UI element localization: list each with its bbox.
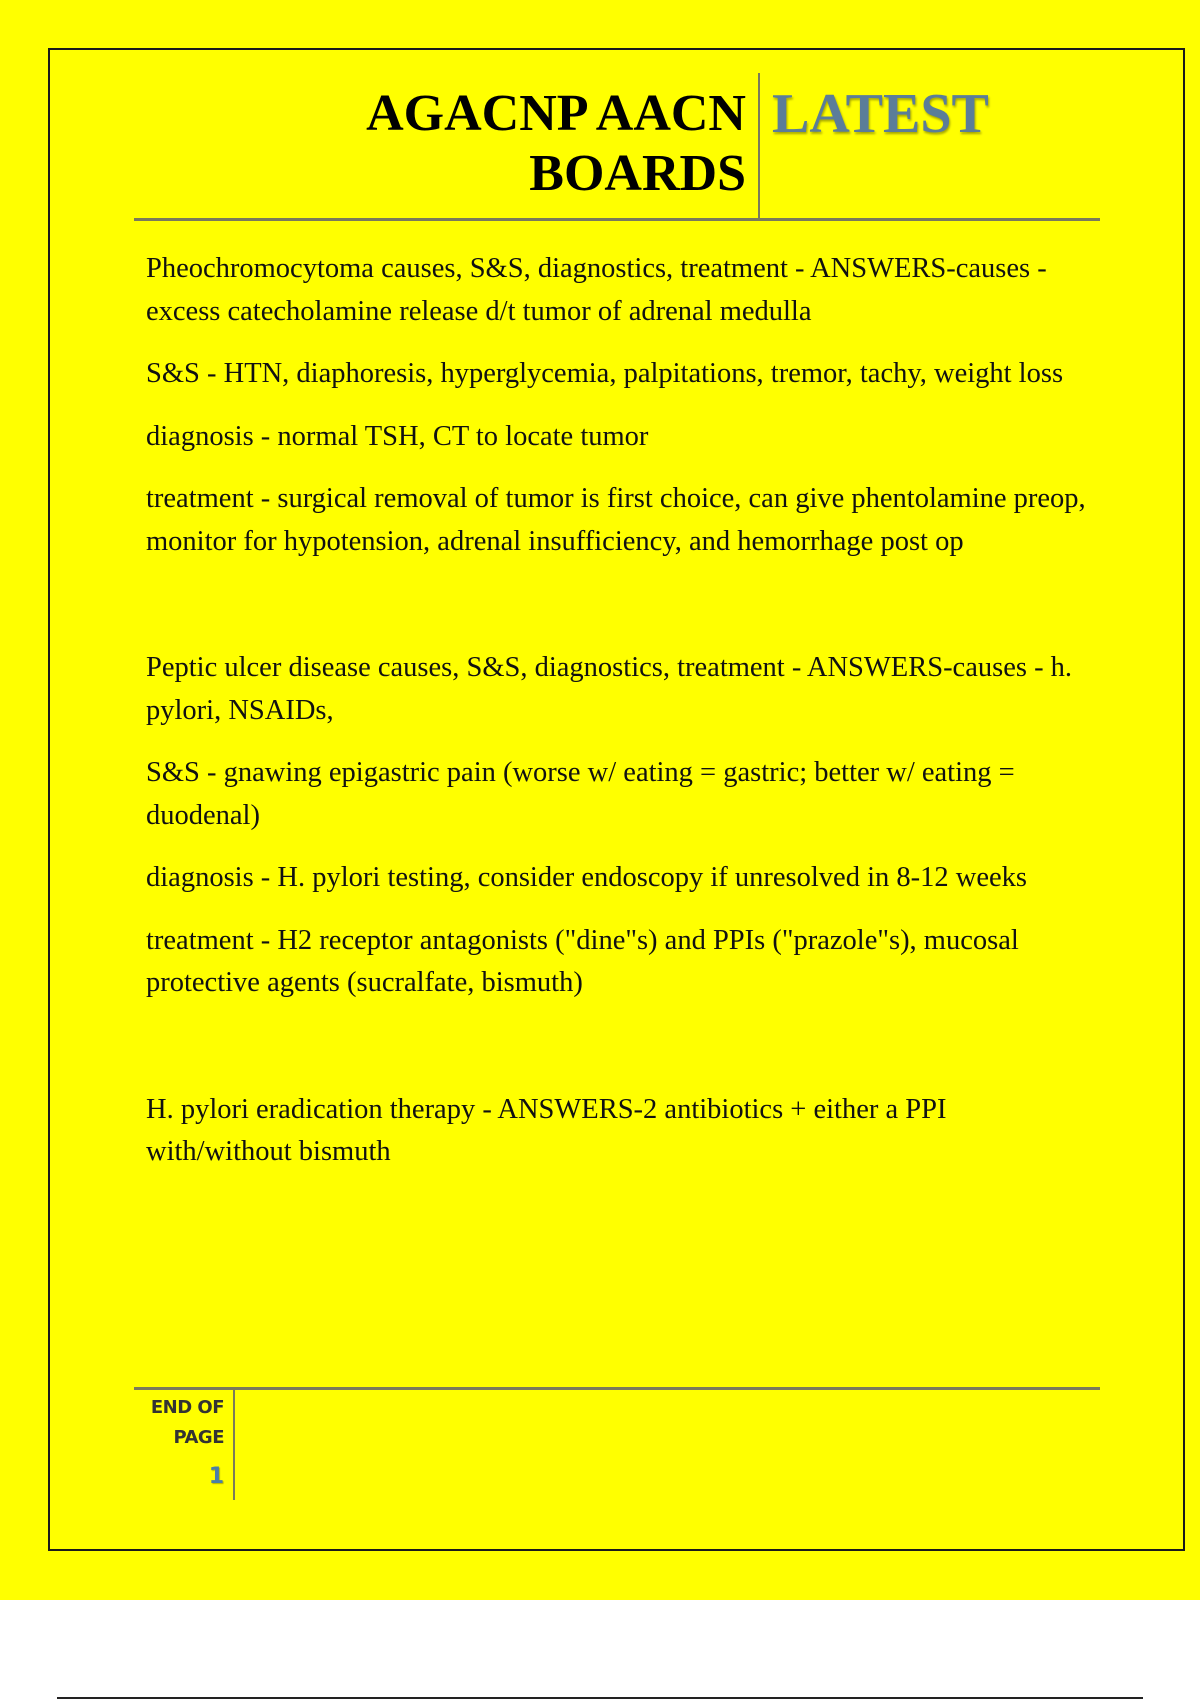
document-body	[146, 248, 1091, 1194]
bottom-rule	[57, 1697, 1143, 1699]
paragraph-pheo-symptoms: S&S - HTN, diaphoresis, hyperglycemia, palpitations, tremor, tachy, weight loss	[146, 358, 1064, 389]
header-rule	[134, 218, 1100, 221]
paragraph-pheo-treatment: treatment - surgical removal of tumor is first choice, can give phentolamine preop, monitor for hypotension, adrenal insufficiency, and hemorrhage post op	[146, 483, 1086, 557]
footer-divider	[233, 1390, 235, 1500]
footer-label-line-1: END OF	[150, 1397, 224, 1418]
paragraph-pud-causes: Peptic ulcer disease causes, S&S, diagnostics, treatment - ANSWERS-causes - h. pylori, NSAIDs,	[146, 652, 1073, 726]
paragraph-pheo-causes: Pheochromocytoma causes, S&S, diagnostics, treatment - ANSWERS-causes - excess catecholamine release d/t tumor of adrenal medulla	[146, 253, 1047, 327]
footer-label	[134, 1393, 224, 1453]
paragraph-pud-diagnosis: diagnosis - H. pylori testing, consider endoscopy if unresolved in 8-12 weeks	[146, 862, 1027, 893]
header-divider	[758, 73, 760, 219]
footer-label-line-2: PAGE	[173, 1427, 224, 1448]
title-line-1: AGACNP AACN	[366, 85, 746, 142]
page-number: 1	[208, 1464, 224, 1489]
document-title	[134, 84, 746, 204]
title-line-2: BOARDS	[529, 145, 746, 202]
paragraph-pud-symptoms: S&S - gnawing epigastric pain (worse w/ eating = gastric; better w/ eating = duodenal)	[146, 757, 1015, 831]
paragraph-pud-treatment: treatment - H2 receptor antagonists ("dine"s) and PPIs ("prazole"s), mucosal protective agents (sucralfate, bismuth)	[146, 924, 1019, 998]
footer-rule	[134, 1387, 1100, 1390]
paragraph-pheo-diagnosis: diagnosis - normal TSH, CT to locate tumor	[146, 420, 649, 452]
paragraph-hpylori-therapy: H. pylori eradication therapy - ANSWERS-2 antibiotics + either a PPI with/without bismuth	[146, 1093, 947, 1167]
header-tag: LATEST	[772, 83, 989, 145]
